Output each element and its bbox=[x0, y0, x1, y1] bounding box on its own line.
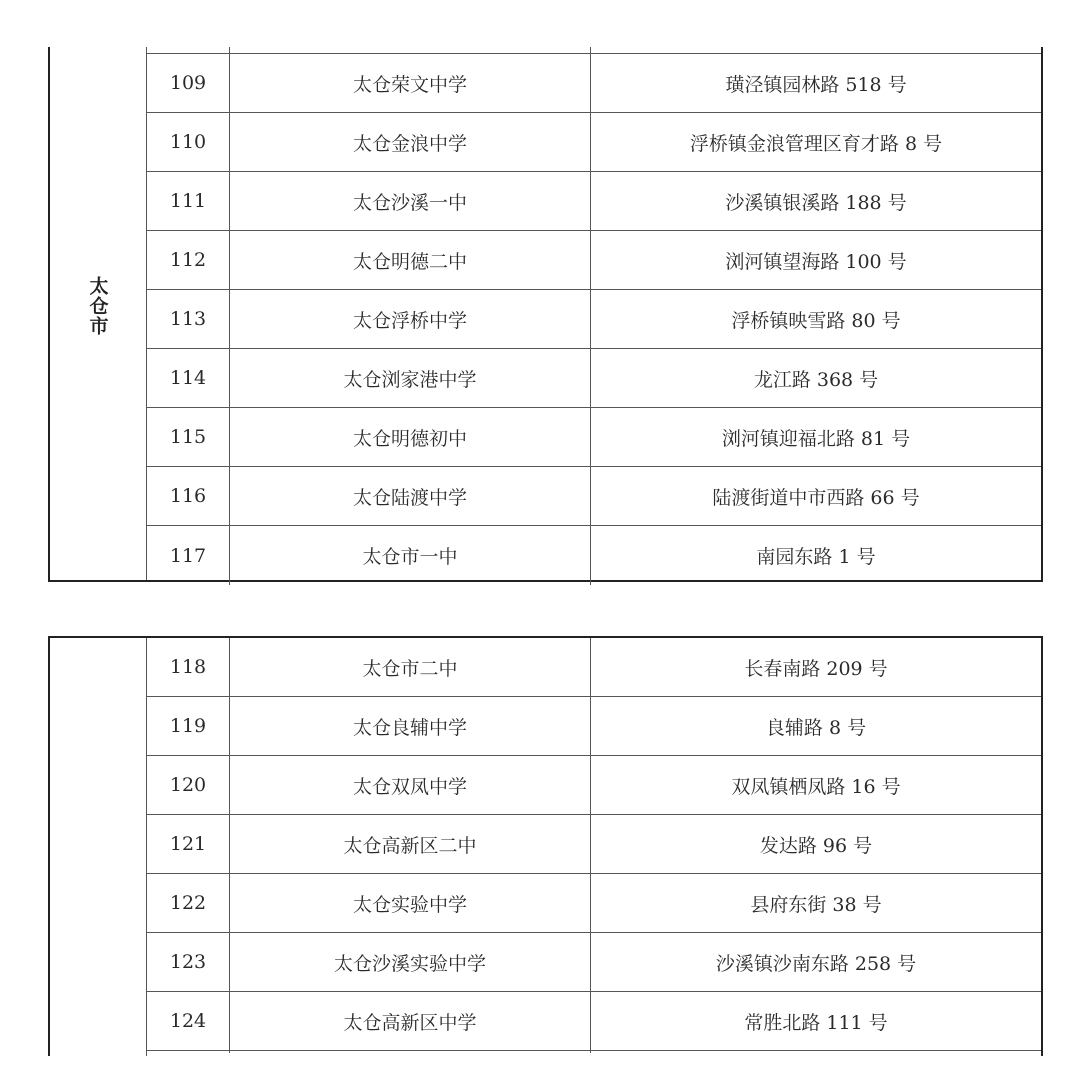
school-name: 太仓沙溪一中 bbox=[230, 172, 591, 230]
region-label: 太仓市 bbox=[86, 275, 109, 336]
row-number: 124 bbox=[147, 992, 230, 1050]
table-row bbox=[147, 349, 1041, 408]
table-row bbox=[147, 756, 1041, 815]
table-row bbox=[147, 874, 1041, 933]
table-bottom-continuation bbox=[147, 1051, 1041, 1053]
school-name: 太仓市二中 bbox=[230, 638, 591, 696]
school-address: 龙江路 368 号 bbox=[753, 368, 879, 391]
row-number: 112 bbox=[147, 231, 230, 289]
table-row bbox=[147, 526, 1041, 585]
school-name: 太仓金浪中学 bbox=[230, 113, 591, 171]
school-name: 太仓良辅中学 bbox=[230, 697, 591, 755]
school-name: 太仓高新区二中 bbox=[230, 815, 591, 873]
row-number: 114 bbox=[147, 349, 230, 407]
region-cell-continued bbox=[50, 638, 147, 1056]
school-address: 浮桥镇金浪管理区育才路 8 号 bbox=[689, 132, 943, 155]
school-address: 南园东路 1 号 bbox=[756, 546, 876, 568]
table-row bbox=[147, 290, 1041, 349]
school-address: 常胜北路 111 号 bbox=[744, 1011, 888, 1034]
table-row bbox=[147, 638, 1041, 697]
school-address: 县府东街 38 号 bbox=[750, 893, 882, 916]
table-row bbox=[147, 992, 1041, 1051]
row-number: 109 bbox=[147, 54, 230, 112]
table-row bbox=[147, 54, 1041, 113]
row-number: 119 bbox=[147, 697, 230, 755]
table-row bbox=[147, 231, 1041, 290]
table-rows bbox=[147, 47, 1041, 585]
row-number: 111 bbox=[147, 172, 230, 230]
school-address: 陆渡街道中市西路 66 号 bbox=[712, 486, 920, 509]
school-name: 太仓沙溪实验中学 bbox=[230, 933, 591, 991]
row-number: 123 bbox=[147, 933, 230, 991]
school-address: 沙溪镇沙南东路 258 号 bbox=[715, 952, 917, 975]
table-row bbox=[147, 933, 1041, 992]
school-address: 双凤镇栖凤路 16 号 bbox=[731, 775, 901, 798]
school-name: 太仓明德二中 bbox=[230, 231, 591, 289]
school-name: 太仓荣文中学 bbox=[230, 54, 591, 112]
school-table-part-2 bbox=[48, 636, 1043, 1056]
school-name: 太仓高新区中学 bbox=[230, 992, 591, 1050]
table-row bbox=[147, 467, 1041, 526]
table-row bbox=[147, 697, 1041, 756]
table-rows bbox=[147, 638, 1041, 1053]
school-address: 良辅路 8 号 bbox=[765, 716, 867, 739]
row-number: 110 bbox=[147, 113, 230, 171]
school-name: 太仓陆渡中学 bbox=[230, 467, 591, 525]
school-address: 浏河镇迎福北路 81 号 bbox=[721, 427, 911, 450]
school-name: 太仓实验中学 bbox=[230, 874, 591, 932]
school-table-part-1 bbox=[48, 47, 1043, 582]
row-number: 120 bbox=[147, 756, 230, 814]
school-name: 太仓明德初中 bbox=[230, 408, 591, 466]
school-address: 浮桥镇映雪路 80 号 bbox=[731, 309, 901, 332]
row-number: 121 bbox=[147, 815, 230, 873]
school-address: 发达路 96 号 bbox=[759, 834, 873, 857]
table-row bbox=[147, 172, 1041, 231]
region-cell bbox=[50, 47, 147, 580]
school-address: 长春南路 209 号 bbox=[744, 657, 888, 680]
row-number: 122 bbox=[147, 874, 230, 932]
row-number: 118 bbox=[147, 638, 230, 696]
school-name: 太仓双凤中学 bbox=[230, 756, 591, 814]
row-number: 116 bbox=[147, 467, 230, 525]
school-name: 太仓浏家港中学 bbox=[230, 349, 591, 407]
table-row bbox=[147, 815, 1041, 874]
school-name: 太仓浮桥中学 bbox=[230, 290, 591, 348]
school-address: 沙溪镇银溪路 188 号 bbox=[725, 191, 907, 214]
row-number: 117 bbox=[147, 526, 230, 585]
school-name: 太仓市一中 bbox=[230, 526, 591, 585]
row-number: 113 bbox=[147, 290, 230, 348]
table-top-continuation bbox=[147, 47, 1041, 53]
school-address: 璜泾镇园林路 518 号 bbox=[725, 73, 907, 96]
row-number: 115 bbox=[147, 408, 230, 466]
table-row bbox=[147, 408, 1041, 467]
table-row bbox=[147, 113, 1041, 172]
school-address: 浏河镇望海路 100 号 bbox=[725, 250, 907, 273]
